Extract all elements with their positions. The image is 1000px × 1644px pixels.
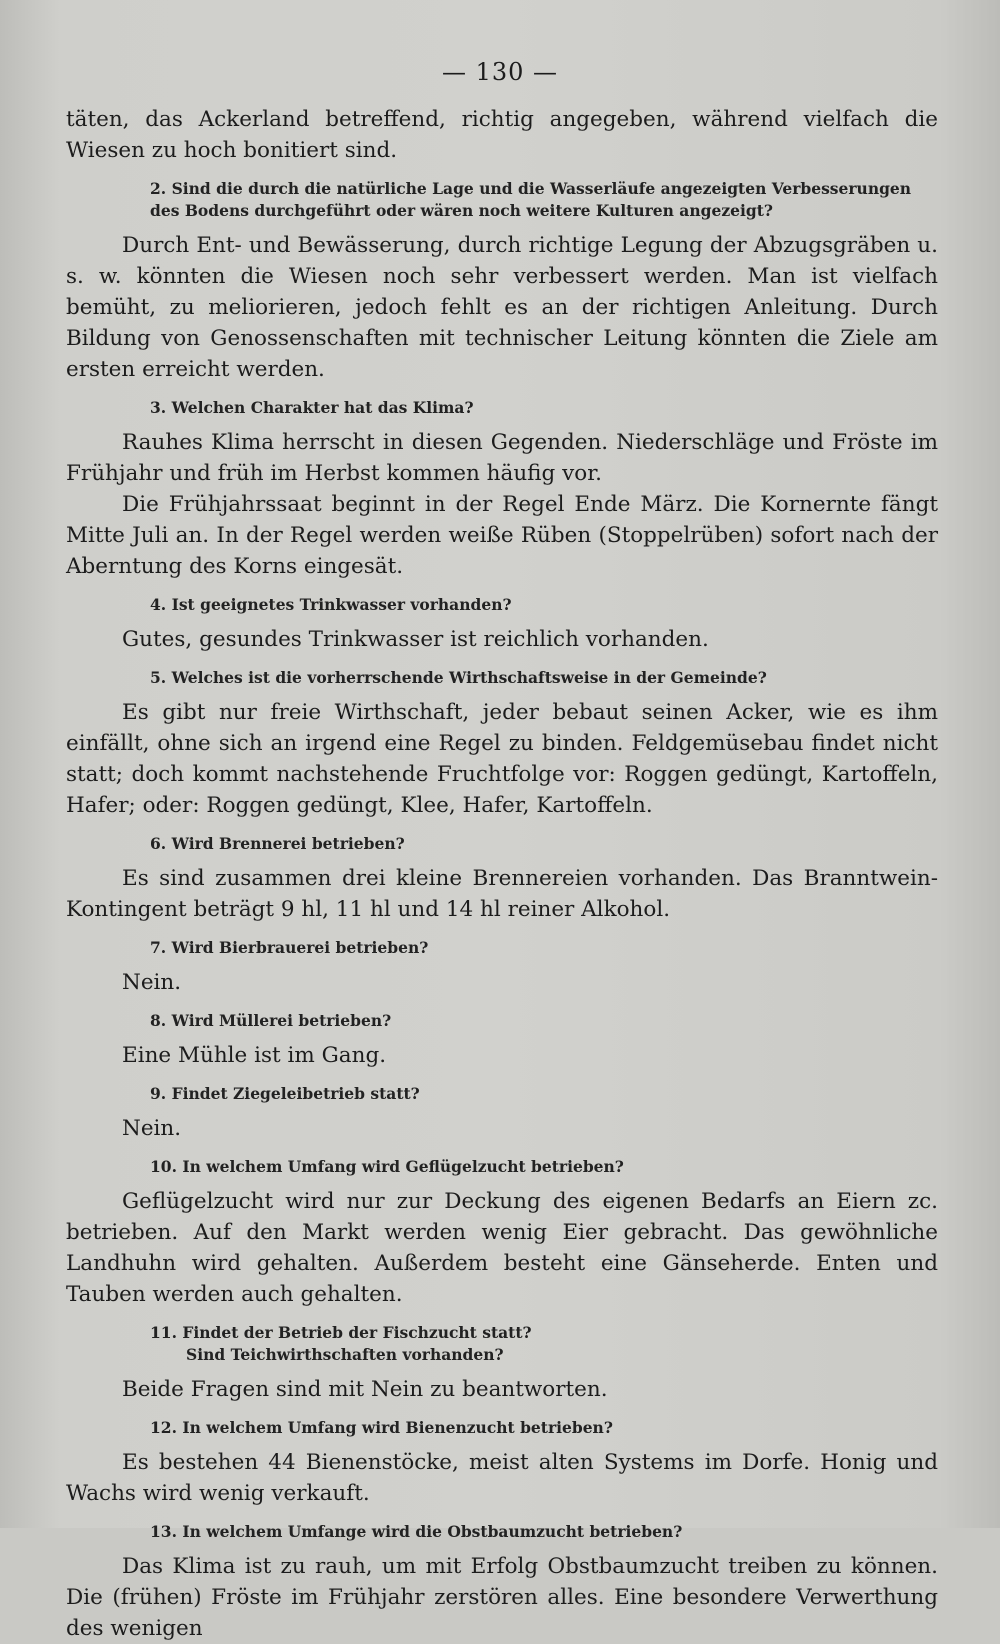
- answer-7: Nein.: [122, 970, 182, 995]
- answer-2: Durch Ent- und Bewässerung, durch richtige Legung der Abzugsgräben u. s. w. könnten die Wiesen noch sehr verbessert werden. Man ist vielfach bemüht, zu meliorieren, jedoch fehlt es an der richtigen Anleitung. Durch Bildung von Genossenschaften mit technischer Leitung könnten die Ziele am ersten erreicht werden.: [66, 233, 938, 382]
- answer-13: Das Klima ist zu rauh, um mit Erfolg Obstbaumzucht treiben zu können. Die (frühen) Fröste im Frühjahr zerstören alles. Eine besondere Verwerthung des wenigen: [66, 1554, 938, 1641]
- answer-3a: Rauhes Klima herrscht in diesen Gegenden. Niederschläge und Fröste im Frühjahr und früh im Herbst kommen häufig vor.: [66, 430, 938, 486]
- question-12: 12. In welchem Umfang wird Bienenzucht betrieben?: [150, 1418, 613, 1437]
- question-13: 13. In welchem Umfange wird die Obstbaumzucht betrieben?: [150, 1522, 683, 1541]
- page-number: — 130 —: [441, 58, 559, 86]
- question-11-sub: Sind Teichwirthschaften vorhanden?: [186, 1345, 504, 1364]
- answer-6: Es sind zusammen drei kleine Brennereien vorhanden. Das Branntwein-Kontingent beträgt 9 hl, 11 hl und 14 hl reiner Alkohol.: [66, 866, 938, 922]
- question-9: 9. Findet Ziegeleibetrieb statt?: [150, 1084, 420, 1103]
- answer-5: Es gibt nur freie Wirthschaft, jeder bebaut seinen Acker, wie es ihm einfällt, ohne sich an irgend eine Regel zu binden. Feldgemüsebau findet nicht statt; doch kommt nachstehende Fruchtfolge vor: Roggen gedüngt, Kartoffeln, Hafer; oder: Roggen gedüngt, Klee, Hafer, Kartoffeln.: [66, 700, 938, 818]
- question-3: 3. Welchen Charakter hat das Klima?: [150, 398, 474, 417]
- answer-9: Nein.: [122, 1116, 182, 1141]
- answer-10: Geflügelzucht wird nur zur Deckung des eigenen Bedarfs an Eiern zc. betrieben. Auf den Markt werden wenig Eier gebracht. Das gewöhnliche Landhuhn wird gehalten. Außerdem besteht eine Gänseherde. Enten und Tauben werden auch gehalten.: [66, 1189, 938, 1307]
- question-2: 2. Sind die durch die natürliche Lage und die Wasserläufe angezeigten Verbesserungen des Bodens durchgeführt oder wären noch weitere Kulturen angezeigt?: [150, 179, 912, 220]
- answer-12: Es bestehen 44 Bienenstöcke, meist alten Systems im Dorfe. Honig und Wachs wird wenig verkauft.: [66, 1450, 938, 1506]
- question-10: 10. In welchem Umfang wird Geflügelzucht betrieben?: [150, 1157, 624, 1176]
- intro-paragraph: täten, das Ackerland betreffend, richtig angegeben, während vielfach die Wiesen zu hoch bonitiert sind.: [66, 107, 938, 163]
- question-5: 5. Welches ist die vorherrschende Wirthschaftsweise in der Gemeinde?: [150, 668, 767, 687]
- answer-4: Gutes, gesundes Trinkwasser ist reichlich vorhanden.: [122, 627, 709, 652]
- question-11-main: 11. Findet der Betrieb der Fischzucht statt?: [150, 1323, 532, 1342]
- question-8: 8. Wird Müllerei betrieben?: [150, 1011, 392, 1030]
- question-7: 7. Wird Bierbrauerei betrieben?: [150, 938, 429, 957]
- answer-8: Eine Mühle ist im Gang.: [122, 1043, 387, 1068]
- question-6: 6. Wird Brennerei betrieben?: [150, 834, 405, 853]
- answer-11: Beide Fragen sind mit Nein zu beantworten.: [122, 1377, 608, 1402]
- question-11: [66, 1322, 938, 1366]
- page-content: [66, 104, 938, 1644]
- question-4: 4. Ist geeignetes Trinkwasser vorhanden?: [150, 595, 512, 614]
- answer-3b: Die Frühjahrssaat beginnt in der Regel Ende März. Die Kornernte fängt Mitte Juli an. In der Regel werden weiße Rüben (Stoppelrüben) sofort nach der Aberntung des Korns eingesät.: [66, 492, 938, 579]
